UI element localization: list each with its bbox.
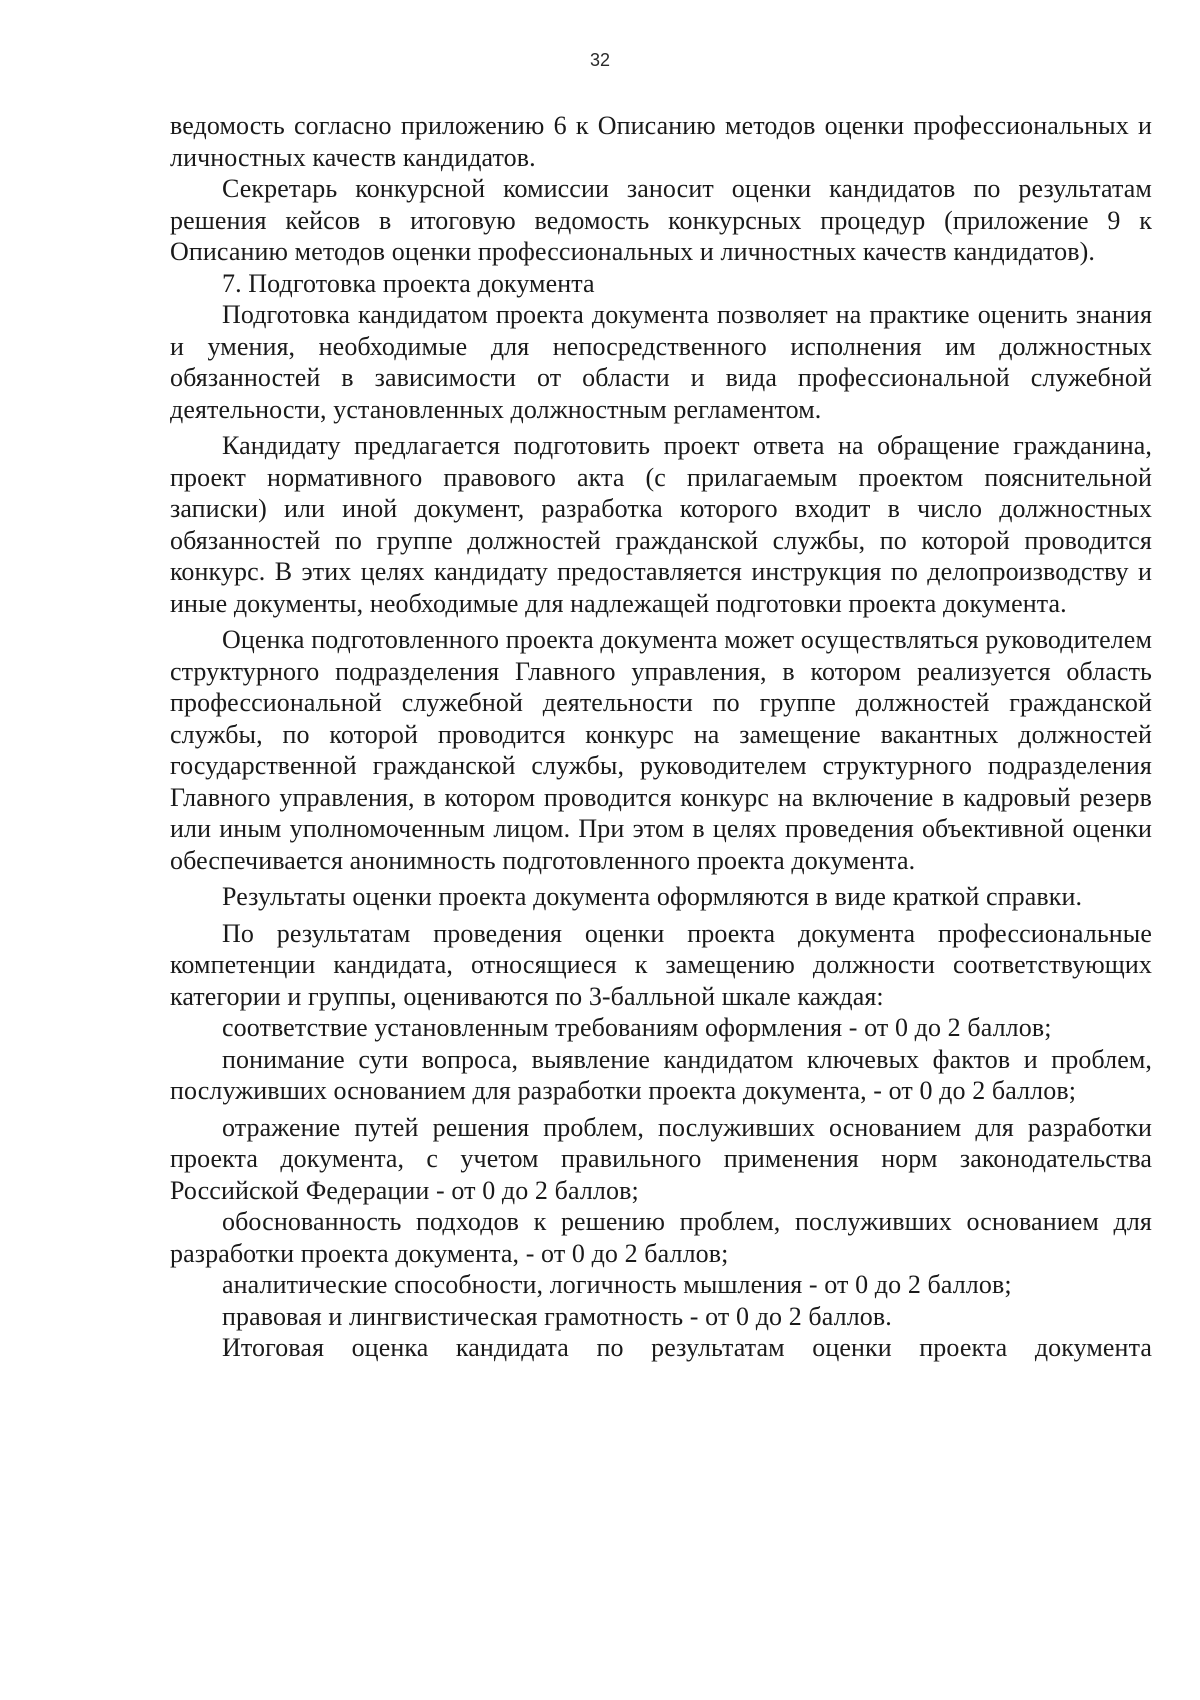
document-body xyxy=(170,110,1152,1364)
criterion-justification: обоснованность подходов к решению проблем, послуживших основанием для разработки проекта документа, - от 0 до 2 баллов; xyxy=(170,1207,1152,1268)
criterion-literacy: правовая и лингвистическая грамотность - от 0 до 2 баллов. xyxy=(222,1301,892,1331)
paragraph-purpose: Подготовка кандидатом проекта документа позволяет на практике оценить знания и умения, необходимые для непосредственного исполнения им должностных обязанностей в зависимости от области и вида профессиональной служебной деятельности, установленных должностным регламентом. xyxy=(170,300,1152,424)
paragraph-final-score: Итоговая оценка кандидата по результатам оценки проекта документа xyxy=(222,1333,1152,1362)
criterion-solutions: отражение путей решения проблем, послуживших основанием для разработки проекта документа, с учетом правильного применения норм законодательства Российской Федерации - от 0 до 2 баллов; xyxy=(170,1112,1152,1205)
paragraph-evaluator: Оценка подготовленного проекта документа может осуществляться руководителем структурного подразделения Главного управления, в котором реализуется область профессиональной служебной деятельности по группе должностей гражданской службы, по которой проводится конкурс на замещение вакантных должностей государственной гражданской службы, руководителем структурного подразделения Главного управления, в котором проводится конкурс на включение в кадровый резерв или иным уполномоченным лицом. При этом в целях проведения объективной оценки обеспечивается анонимность подготовленного проекта документа. xyxy=(170,625,1152,875)
criterion-analytics: аналитические способности, логичность мышления - от 0 до 2 баллов; xyxy=(222,1270,1012,1299)
paragraph-secretary: Секретарь конкурсной комиссии заносит оценки кандидатов по результатам решения кейсов в итоговую ведомость конкурсных процедур (приложение 9 к Описанию методов оценки профессиональных и личностных качеств кандидатов). xyxy=(170,174,1152,266)
paragraph-assignment: Кандидату предлагается подготовить проект ответа на обращение гражданина, проект нормативного правового акта (с прилагаемым проектом пояснительной записки) или иной документ, разработка которого входит в число должностных обязанностей по группе должностей гражданской службы, по которой проводится конкурс. В этих целях кандидату предоставляется инструкция по делопроизводству и иные документы, необходимые для надлежащей подготовки проекта документа. xyxy=(170,431,1152,618)
paragraph-scale: По результатам проведения оценки проекта документа профессиональные компетенции кандидата, относящиеся к замещению должности соответствующих категории и группы, оцениваются по 3-балльной шкале каждая: xyxy=(170,918,1152,1011)
paragraph-results: Результаты оценки проекта документа оформляются в виде краткой справки. xyxy=(222,882,1083,911)
section-heading: 7. Подготовка проекта документа xyxy=(222,268,595,298)
paragraph-continuation: ведомость согласно приложению 6 к Описанию методов оценки профессиональных и личностных качеств кандидатов. xyxy=(170,111,1152,172)
criterion-understanding: понимание сути вопроса, выявление кандидатом ключевых фактов и проблем, послуживших основанием для разработки проекта документа, - от 0 до 2 баллов; xyxy=(170,1044,1152,1105)
page-number: 32 xyxy=(589,50,611,70)
criterion-formatting: соответствие установленным требованиям оформления - от 0 до 2 баллов; xyxy=(222,1013,1052,1042)
